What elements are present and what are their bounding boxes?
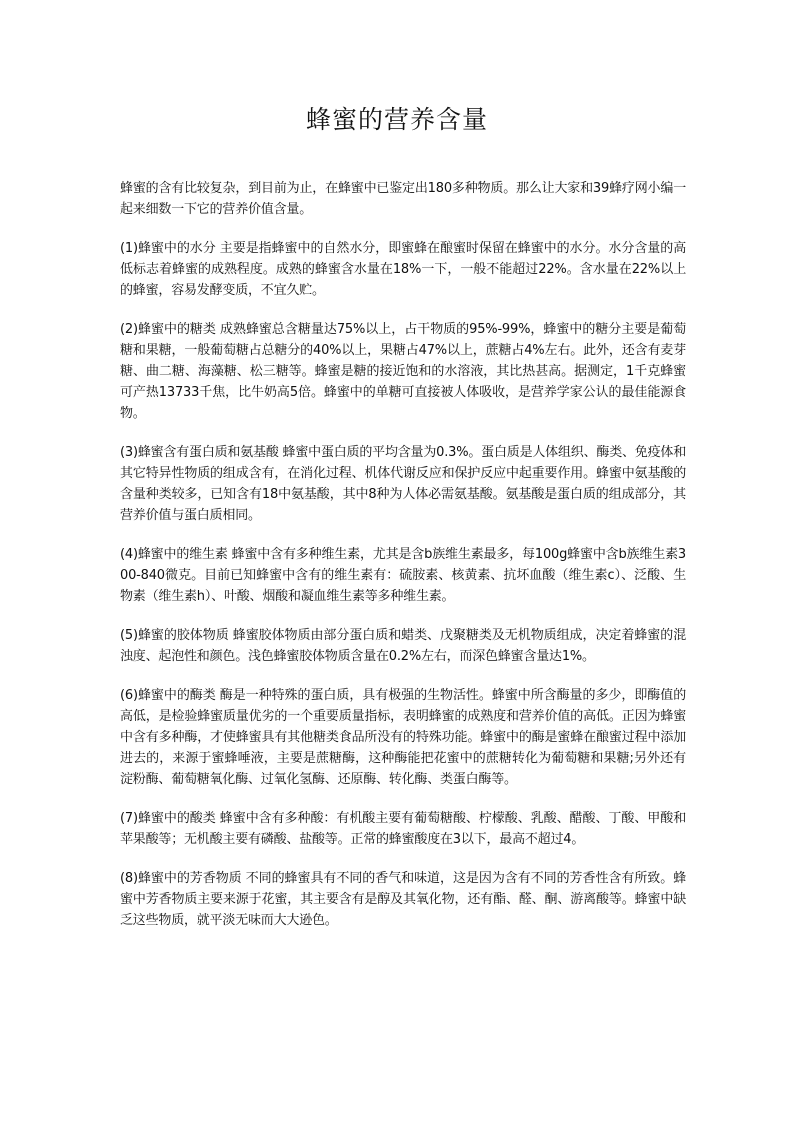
paragraph-acids: (7)蜂蜜中的酸类 蜂蜜中含有多种酸：有机酸主要有葡萄糖酸、柠檬酸、乳酸、醋酸、丁酸、甲酸和苹果酸等；无机酸主要有磷酸、盐酸等。正常的蜂蜜酸度在3以下，最高不超过4。 — [120, 811, 686, 847]
paragraph-colloids: (5)蜂蜜的胶体物质 蜂蜜胶体物质由部分蛋白质和蜡类、戊聚糖类及无机物质组成，决定着蜂蜜的混浊度、起泡性和颜色。浅色蜂蜜胶体物质含量在0.2%左右，而深色蜂蜜含量达1%。 — [120, 628, 686, 664]
intro-paragraph: 蜂蜜的含有比较复杂，到目前为止，在蜂蜜中已鉴定出180多种物质。那么让大家和39蜂疗网小编一起来细数一下它的营养价值含量。 — [120, 181, 686, 217]
paragraph-aromatics: (8)蜂蜜中的芳香物质 不同的蜂蜜具有不同的香气和味道，这是因为含有不同的芳香性含有所致。蜂蜜中芳香物质主要来源于花蜜，其主要含有是醇及其氧化物，还有酯、醛、酮、游离酸等。蜂蜜中缺乏这些物质，就平淡无味而大大逊色。 — [120, 871, 686, 928]
page-title: 蜂蜜的营养含量 — [305, 105, 488, 134]
document-body — [120, 178, 686, 949]
paragraph-water: (1)蜂蜜中的水分 主要是指蜂蜜中的自然水分，即蜜蜂在酿蜜时保留在蜂蜜中的水分。水分含量的高低标志着蜂蜜的成熟程度。成熟的蜂蜜含水量在18%一下，一般不能超过22%。含水量在22%以上的蜂蜜，容易发酵变质，不宜久贮。 — [120, 241, 686, 298]
paragraph-protein-amino-acids: (3)蜂蜜含有蛋白质和氨基酸 蜂蜜中蛋白质的平均含量为0.3%。蛋白质是人体组织、酶类、免疫体和其它特异性物质的组成含有，在消化过程、机体代谢反应和保护反应中起重要作用。蜂蜜中氨基酸的含量种类较多，已知含有18中氨基酸，其中8种为人体必需氨基酸。氨基酸是蛋白质的组成部分，其营养价值与蛋白质相同。 — [120, 445, 686, 523]
paragraph-enzymes: (6)蜂蜜中的酶类 酶是一种特殊的蛋白质，具有极强的生物活性。蜂蜜中所含酶量的多少，即酶值的高低，是检验蜂蜜质量优劣的一个重要质量指标，表明蜂蜜的成熟度和营养价值的高低。正因为蜂蜜中含有多种酶，才使蜂蜜具有其他糖类食品所没有的特殊功能。蜂蜜中的酶是蜜蜂在酿蜜过程中添加进去的，来源于蜜蜂唾液，主要是蔗糖酶，这种酶能把花蜜中的蔗糖转化为葡萄糖和果糖;另外还有淀粉酶、葡萄糖氧化酶、过氧化氢酶、还原酶、转化酶、类蛋白酶等。 — [120, 688, 686, 787]
paragraph-vitamins: (4)蜂蜜中的维生素 蜂蜜中含有多种维生素，尤其是含b族维生素最多，每100g蜂蜜中含b族维生素300-840微克。目前已知蜂蜜中含有的维生素有：硫胺素、核黄素、抗坏血酸（维生素c）、泛酸、生物素（维生素h）、叶酸、烟酸和凝血维生素等多种维生素。 — [120, 547, 686, 604]
paragraph-sugars: (2)蜂蜜中的糖类 成熟蜂蜜总含糖量达75%以上，占干物质的95%-99%，蜂蜜中的糖分主要是葡萄糖和果糖，一般葡萄糖占总糖分的40%以上，果糖占47%以上，蔗糖占4%左右。此外，还含有麦芽糖、曲二糖、海藻糖、松三糖等。蜂蜜是糖的接近饱和的水溶液，其比热甚高。据测定，1千克蜂蜜可产热13733千焦，比牛奶高5倍。蜂蜜中的单糖可直接被人体吸收，是营养学家公认的最佳能源食物。 — [120, 322, 686, 421]
